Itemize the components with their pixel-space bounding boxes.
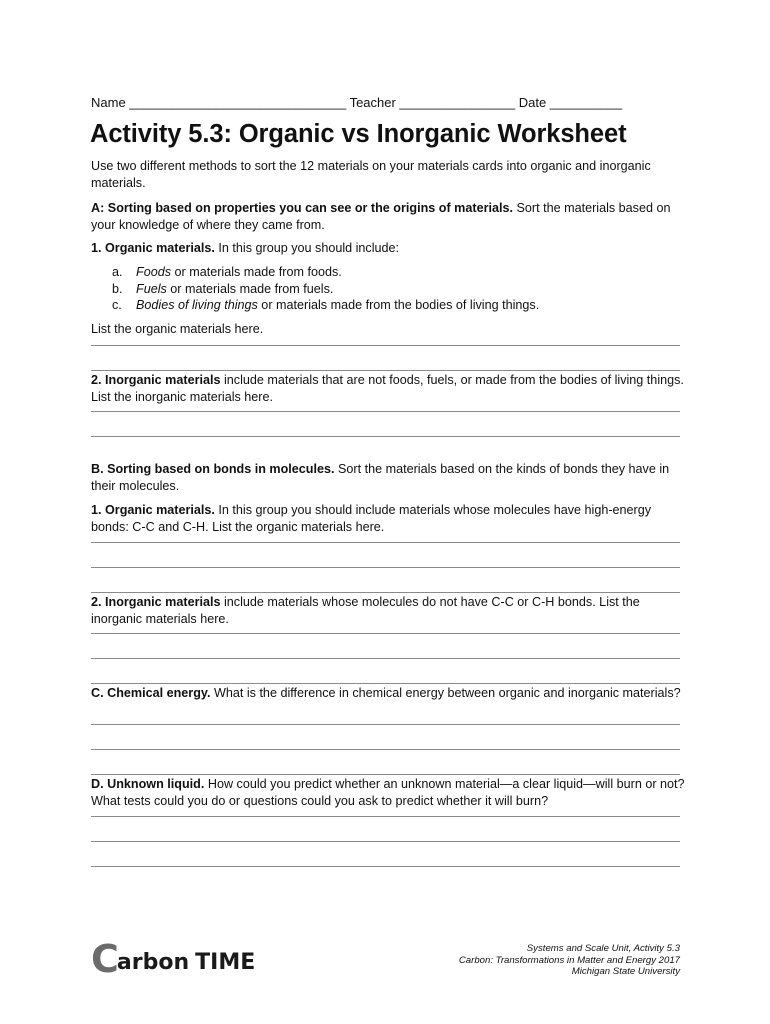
answer-line[interactable]: [91, 592, 680, 593]
footer-line: Carbon: Transformations in Matter and Energy 2017: [458, 954, 680, 966]
intro-paragraph: Use two different methods to sort the 12 materials on your materials cards into organic and inorganic materials.: [91, 159, 651, 190]
section-b-heading: B. Sorting based on bonds in molecules.: [91, 462, 335, 476]
section-b-q1: [91, 502, 687, 536]
section-b-q2-text: include materials whose molecules do not have C-C or C-H bonds. List the inorganic materials here.: [91, 595, 640, 626]
logo-word: arbon: [116, 950, 190, 976]
section-a-q2-text: include materials that are not foods, fuels, or made from the bodies of living things. List the inorganic materials here.: [91, 373, 684, 404]
answer-line[interactable]: [91, 841, 680, 842]
answer-line[interactable]: [91, 542, 680, 543]
section-b-instructions: [91, 461, 687, 495]
section-a-q1: [91, 240, 687, 257]
answer-line[interactable]: [91, 683, 680, 684]
answer-line[interactable]: [91, 724, 680, 725]
answer-line[interactable]: [91, 345, 680, 346]
section-c-text: What is the difference in chemical energy between organic and inorganic materials?: [210, 686, 681, 700]
list-item: [112, 264, 342, 281]
logo-time: TIME: [195, 950, 256, 976]
answer-line[interactable]: [91, 774, 680, 775]
name-teacher-date-line: Name ______________________________ Teacher ________________ Date __________: [91, 95, 623, 110]
answer-line[interactable]: [91, 370, 680, 371]
section-b-q2: [91, 594, 687, 628]
list-item-text: or materials made from the bodies of living things.: [257, 298, 540, 312]
page-title: Activity 5.3: Organic vs Inorganic Worksheet: [90, 120, 627, 148]
answer-line[interactable]: [91, 567, 680, 568]
answer-line[interactable]: [91, 816, 680, 817]
footer-line: Michigan State University: [571, 966, 680, 977]
logo-initial: C: [91, 937, 119, 981]
section-b-q1-text: In this group you should include materials whose molecules have high-energy bonds: C-C and C-H. List the organic materials here.: [91, 503, 652, 534]
section-a-instructions: [91, 200, 687, 234]
section-d-heading: D. Unknown liquid.: [91, 777, 205, 791]
answer-line[interactable]: [91, 411, 680, 412]
section-d-text: How could you predict whether an unknown material—a clear liquid—will burn or not? What tests could you do or questions could you ask to predict whether it will burn?: [91, 777, 685, 808]
section-b-text: Sort the materials based on the kinds of bonds they have in their molecules.: [91, 462, 670, 493]
footer-attribution: [459, 943, 680, 978]
section-b-q1-heading: 1. Organic materials.: [91, 503, 215, 517]
list-item: [112, 297, 539, 314]
answer-line[interactable]: [91, 633, 680, 634]
section-b-q2-heading: 2. Inorganic materials: [91, 595, 221, 609]
section-a-q1-heading: 1. Organic materials.: [91, 241, 215, 255]
list-item-emphasis: Fuels: [136, 282, 167, 296]
list-marker: a.: [112, 265, 123, 279]
section-c-question: [91, 685, 687, 702]
section-d-question: [91, 776, 687, 810]
section-a-q2-heading: 2. Inorganic materials: [91, 373, 221, 387]
answer-line[interactable]: [91, 866, 680, 867]
list-marker: b.: [112, 282, 123, 296]
answer-line[interactable]: [91, 658, 680, 659]
list-item-text: or materials made from foods.: [171, 265, 342, 279]
section-a-q2: [91, 372, 687, 406]
footer-line: Systems and Scale Unit, Activity 5.3: [526, 943, 680, 954]
answer-line[interactable]: [91, 749, 680, 750]
section-a-list-prompt: List the organic materials here.: [91, 322, 264, 336]
section-a-q1-text: In this group you should include:: [214, 241, 400, 255]
list-item-text: or materials made from fuels.: [166, 282, 334, 296]
list-item: [112, 281, 333, 298]
answer-line[interactable]: [91, 436, 680, 437]
list-item-emphasis: Bodies of living things: [136, 298, 258, 312]
section-c-heading: C. Chemical energy.: [91, 686, 211, 700]
list-marker: c.: [112, 298, 122, 312]
carbon-time-logo: [91, 937, 256, 981]
section-a-text: Sort the materials based on your knowledge of where they came from.: [91, 201, 671, 232]
section-a-heading: A: Sorting based on properties you can see or the origins of materials.: [91, 201, 513, 215]
list-item-emphasis: Foods: [136, 265, 172, 279]
